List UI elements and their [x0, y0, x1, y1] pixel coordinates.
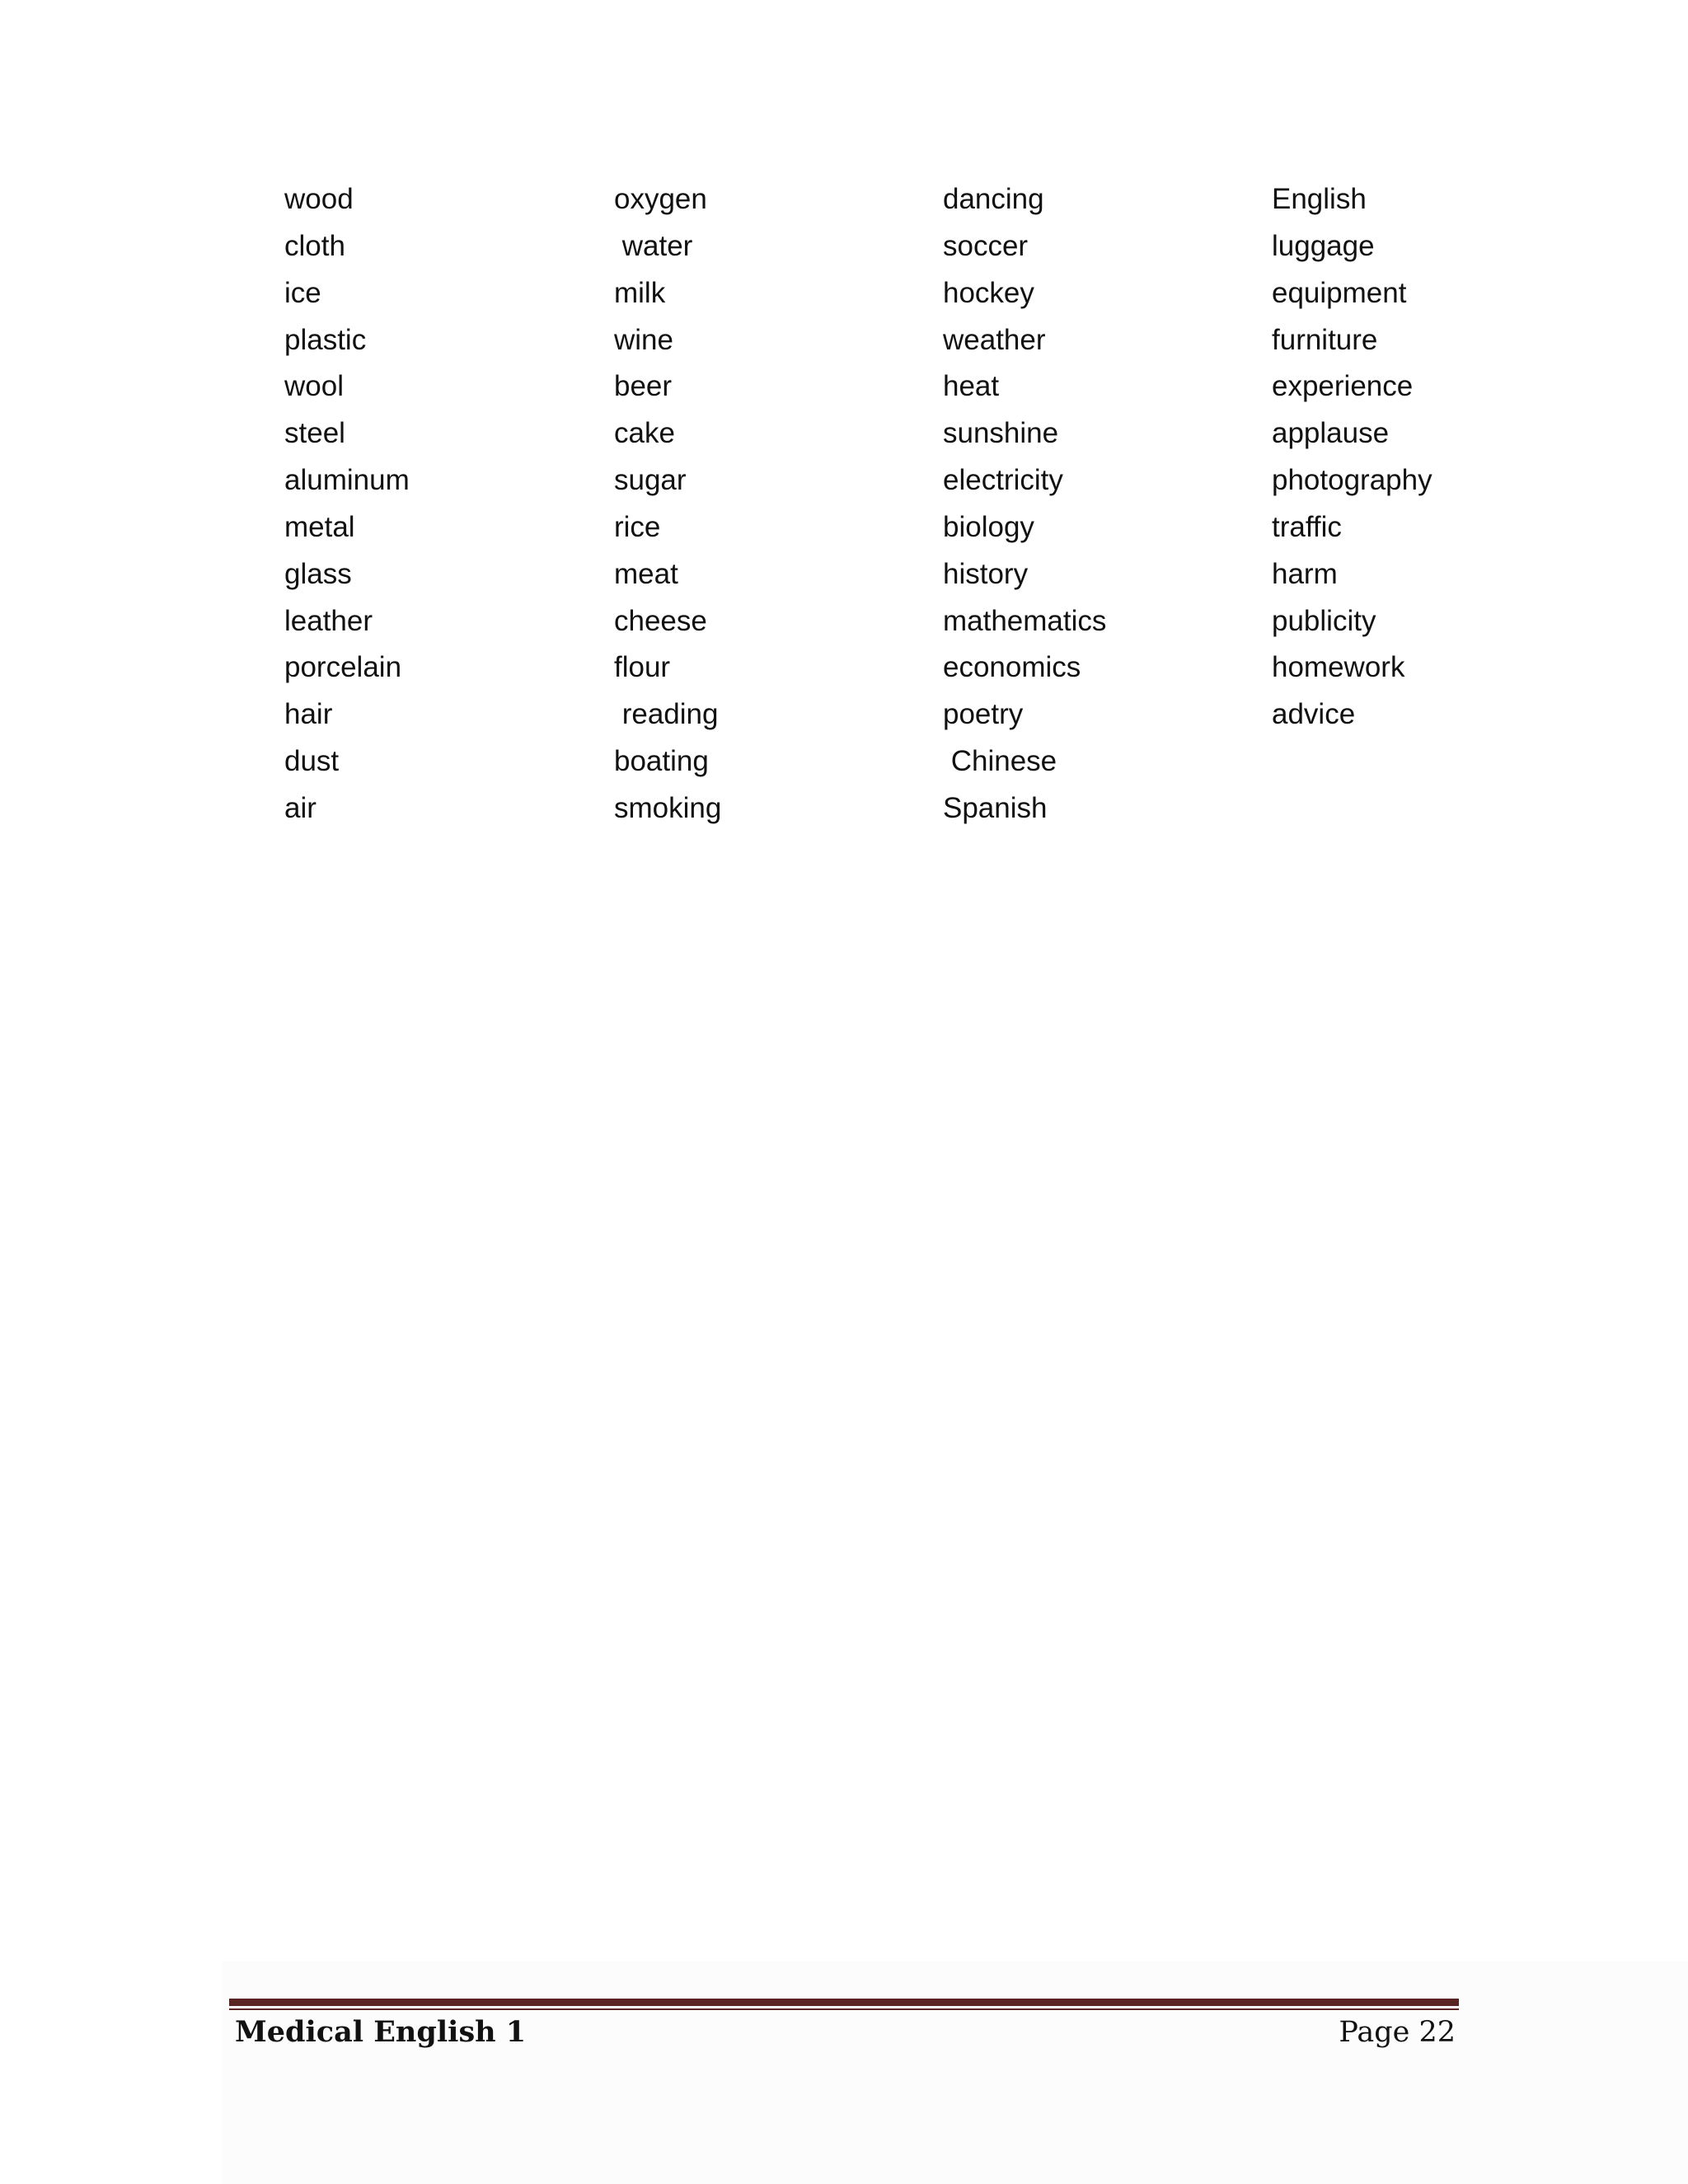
- word-item: rice: [614, 510, 661, 543]
- word-item: plastic: [284, 323, 367, 356]
- word-item: boating: [614, 745, 709, 778]
- word-item: photography: [1272, 464, 1432, 497]
- word-item: weather: [943, 323, 1046, 356]
- footer-rule-thick: [229, 1999, 1459, 2006]
- word-item: hockey: [943, 276, 1034, 309]
- word-item: leather: [284, 604, 373, 637]
- word-item: traffic: [1272, 510, 1342, 543]
- word-item: furniture: [1272, 323, 1378, 356]
- word-item: steel: [284, 417, 345, 450]
- word-column-4: [1272, 176, 1432, 738]
- word-item: biology: [943, 510, 1034, 543]
- word-item: reading: [614, 698, 719, 731]
- word-item: heat: [943, 370, 1000, 403]
- word-item: electricity: [943, 464, 1063, 497]
- word-item: wine: [614, 323, 673, 356]
- footer-rule-thin: [229, 2008, 1459, 2010]
- word-item: harm: [1272, 557, 1338, 590]
- word-item: applause: [1272, 417, 1390, 450]
- word-item: poetry: [943, 698, 1024, 731]
- word-item: air: [284, 791, 316, 824]
- word-column-3: [943, 176, 1106, 832]
- word-item: meat: [614, 557, 678, 590]
- word-item: dust: [284, 745, 340, 778]
- word-column-1: [284, 176, 410, 832]
- word-item: wool: [284, 370, 344, 403]
- word-item: porcelain: [284, 651, 402, 684]
- word-item: cheese: [614, 604, 707, 637]
- word-item: equipment: [1272, 276, 1407, 309]
- word-item: advice: [1272, 698, 1356, 731]
- word-item: glass: [284, 557, 352, 590]
- word-item: milk: [614, 276, 666, 309]
- word-item: economics: [943, 651, 1081, 684]
- word-item: flour: [614, 651, 671, 684]
- word-item: metal: [284, 510, 355, 543]
- word-item: aluminum: [284, 464, 410, 497]
- word-item: Chinese: [943, 745, 1057, 778]
- word-item: history: [943, 557, 1029, 590]
- word-item: ice: [284, 276, 321, 309]
- word-item: beer: [614, 370, 673, 403]
- word-item: luggage: [1272, 229, 1375, 262]
- word-item: water: [614, 229, 693, 262]
- word-item: experience: [1272, 370, 1414, 403]
- word-item: homework: [1272, 651, 1405, 684]
- word-item: Spanish: [943, 791, 1048, 824]
- word-item: dancing: [943, 183, 1044, 215]
- word-item: cloth: [284, 229, 345, 262]
- word-item: sugar: [614, 464, 687, 497]
- word-item: smoking: [614, 791, 722, 824]
- word-item: oxygen: [614, 183, 707, 215]
- word-item: soccer: [943, 229, 1029, 262]
- word-item: wood: [284, 183, 354, 215]
- word-item: sunshine: [943, 417, 1059, 450]
- word-item: publicity: [1272, 604, 1376, 637]
- footer-document-title: Medical English 1: [235, 2015, 527, 2049]
- word-item: mathematics: [943, 604, 1107, 637]
- word-item: cake: [614, 417, 675, 450]
- page-bottom-tint: [223, 1961, 1688, 2184]
- word-column-2: [614, 176, 721, 832]
- footer-page-number: Page 22: [1339, 2016, 1456, 2049]
- word-item: hair: [284, 698, 333, 731]
- word-item: English: [1272, 183, 1367, 215]
